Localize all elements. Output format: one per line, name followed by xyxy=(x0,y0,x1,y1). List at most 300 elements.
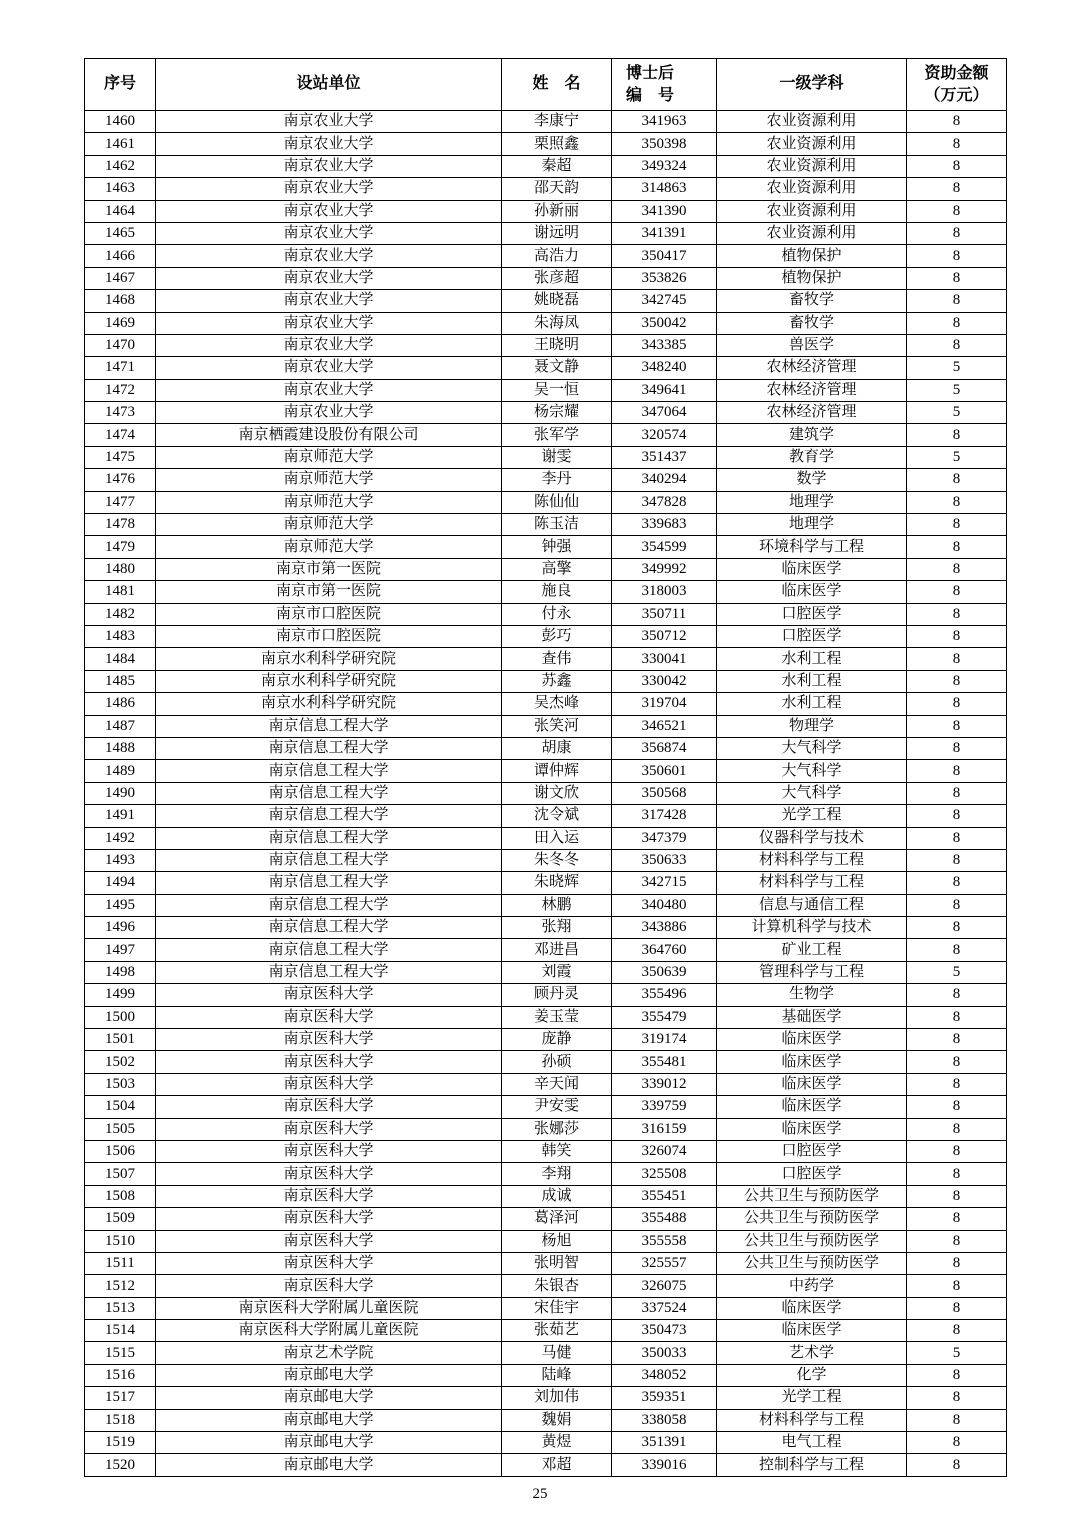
cell-name: 韩笑 xyxy=(502,1140,612,1162)
cell-postdoc-id: 342745 xyxy=(612,290,717,312)
cell-discipline: 管理科学与工程 xyxy=(717,961,907,983)
cell-amount: 8 xyxy=(907,558,1007,580)
cell-name: 辛天闻 xyxy=(502,1073,612,1095)
cell-discipline: 水利工程 xyxy=(717,648,907,670)
cell-unit: 南京信息工程大学 xyxy=(156,939,502,961)
cell-name: 成诚 xyxy=(502,1185,612,1207)
cell-name: 宋佳宇 xyxy=(502,1297,612,1319)
cell-name: 张翔 xyxy=(502,917,612,939)
table-row xyxy=(85,760,1007,782)
cell-postdoc-id: 320574 xyxy=(612,424,717,446)
cell-serial: 1519 xyxy=(85,1432,156,1454)
cell-unit: 南京农业大学 xyxy=(156,312,502,334)
cell-serial: 1486 xyxy=(85,693,156,715)
cell-postdoc-id: 350568 xyxy=(612,782,717,804)
cell-unit: 南京农业大学 xyxy=(156,334,502,356)
cell-amount: 8 xyxy=(907,648,1007,670)
cell-discipline: 大气科学 xyxy=(717,760,907,782)
cell-amount: 5 xyxy=(907,1342,1007,1364)
cell-postdoc-id: 351391 xyxy=(612,1432,717,1454)
cell-amount: 8 xyxy=(907,1364,1007,1386)
table-row xyxy=(85,424,1007,446)
table-row xyxy=(85,133,1007,155)
cell-postdoc-id: 339759 xyxy=(612,1096,717,1118)
table-row xyxy=(85,737,1007,759)
cell-discipline: 农业资源利用 xyxy=(717,133,907,155)
cell-amount: 8 xyxy=(907,1185,1007,1207)
cell-amount: 8 xyxy=(907,827,1007,849)
table-row xyxy=(85,245,1007,267)
cell-name: 孙新丽 xyxy=(502,200,612,222)
cell-postdoc-id: 340294 xyxy=(612,469,717,491)
cell-name: 吴杰峰 xyxy=(502,693,612,715)
cell-amount: 8 xyxy=(907,290,1007,312)
cell-unit: 南京农业大学 xyxy=(156,245,502,267)
cell-amount: 5 xyxy=(907,357,1007,379)
cell-serial: 1463 xyxy=(85,178,156,200)
cell-postdoc-id: 350033 xyxy=(612,1342,717,1364)
cell-postdoc-id: 350711 xyxy=(612,603,717,625)
cell-name: 张笑河 xyxy=(502,715,612,737)
table-row xyxy=(85,917,1007,939)
table-row xyxy=(85,625,1007,647)
cell-amount: 8 xyxy=(907,1208,1007,1230)
table-row xyxy=(85,1185,1007,1207)
cell-postdoc-id: 325557 xyxy=(612,1252,717,1274)
cell-discipline: 计算机科学与技术 xyxy=(717,917,907,939)
cell-serial: 1504 xyxy=(85,1096,156,1118)
cell-serial: 1484 xyxy=(85,648,156,670)
cell-discipline: 农业资源利用 xyxy=(717,155,907,177)
table-row xyxy=(85,827,1007,849)
table-header xyxy=(85,59,1007,111)
cell-name: 栗照鑫 xyxy=(502,133,612,155)
cell-amount: 8 xyxy=(907,200,1007,222)
cell-serial: 1462 xyxy=(85,155,156,177)
table-row xyxy=(85,1163,1007,1185)
cell-unit: 南京师范大学 xyxy=(156,514,502,536)
cell-discipline: 临床医学 xyxy=(717,558,907,580)
cell-postdoc-id: 350633 xyxy=(612,849,717,871)
cell-unit: 南京市口腔医院 xyxy=(156,625,502,647)
cell-unit: 南京信息工程大学 xyxy=(156,827,502,849)
cell-postdoc-id: 355481 xyxy=(612,1051,717,1073)
cell-discipline: 临床医学 xyxy=(717,1051,907,1073)
cell-postdoc-id: 349992 xyxy=(612,558,717,580)
table-row xyxy=(85,782,1007,804)
cell-name: 聂文静 xyxy=(502,357,612,379)
cell-amount: 8 xyxy=(907,133,1007,155)
cell-postdoc-id: 349641 xyxy=(612,379,717,401)
cell-name: 朱银杏 xyxy=(502,1275,612,1297)
cell-postdoc-id: 330041 xyxy=(612,648,717,670)
cell-serial: 1476 xyxy=(85,469,156,491)
cell-unit: 南京栖霞建设股份有限公司 xyxy=(156,424,502,446)
cell-name: 孙硕 xyxy=(502,1051,612,1073)
cell-amount: 8 xyxy=(907,715,1007,737)
cell-postdoc-id: 343886 xyxy=(612,917,717,939)
cell-postdoc-id: 341390 xyxy=(612,200,717,222)
cell-serial: 1468 xyxy=(85,290,156,312)
cell-postdoc-id: 355496 xyxy=(612,984,717,1006)
cell-serial: 1460 xyxy=(85,111,156,133)
cell-amount: 8 xyxy=(907,312,1007,334)
cell-name: 田入运 xyxy=(502,827,612,849)
cell-amount: 8 xyxy=(907,1140,1007,1162)
cell-postdoc-id: 341391 xyxy=(612,222,717,244)
table-row xyxy=(85,155,1007,177)
cell-serial: 1493 xyxy=(85,849,156,871)
cell-unit: 南京医科大学 xyxy=(156,1029,502,1051)
cell-postdoc-id: 350639 xyxy=(612,961,717,983)
cell-serial: 1511 xyxy=(85,1252,156,1274)
cell-amount: 8 xyxy=(907,155,1007,177)
cell-postdoc-id: 350398 xyxy=(612,133,717,155)
cell-name: 朱海凤 xyxy=(502,312,612,334)
cell-unit: 南京医科大学 xyxy=(156,1163,502,1185)
cell-discipline: 植物保护 xyxy=(717,245,907,267)
cell-amount: 8 xyxy=(907,514,1007,536)
cell-unit: 南京医科大学附属儿童医院 xyxy=(156,1320,502,1342)
cell-unit: 南京信息工程大学 xyxy=(156,961,502,983)
table-row xyxy=(85,1051,1007,1073)
cell-postdoc-id: 319704 xyxy=(612,693,717,715)
cell-unit: 南京农业大学 xyxy=(156,178,502,200)
cell-name: 张明智 xyxy=(502,1252,612,1274)
cell-discipline: 兽医学 xyxy=(717,334,907,356)
cell-name: 杨宗耀 xyxy=(502,402,612,424)
cell-postdoc-id: 355451 xyxy=(612,1185,717,1207)
cell-postdoc-id: 342715 xyxy=(612,872,717,894)
table-row xyxy=(85,536,1007,558)
cell-unit: 南京医科大学 xyxy=(156,984,502,1006)
cell-name: 苏鑫 xyxy=(502,670,612,692)
cell-name: 顾丹灵 xyxy=(502,984,612,1006)
cell-name: 张彦超 xyxy=(502,267,612,289)
table-row xyxy=(85,939,1007,961)
cell-amount: 8 xyxy=(907,849,1007,871)
cell-discipline: 环境科学与工程 xyxy=(717,536,907,558)
cell-serial: 1506 xyxy=(85,1140,156,1162)
cell-name: 钟强 xyxy=(502,536,612,558)
cell-name: 沈令斌 xyxy=(502,805,612,827)
cell-postdoc-id: 316159 xyxy=(612,1118,717,1140)
cell-unit: 南京师范大学 xyxy=(156,536,502,558)
cell-postdoc-id: 364760 xyxy=(612,939,717,961)
cell-unit: 南京信息工程大学 xyxy=(156,872,502,894)
cell-name: 朱冬冬 xyxy=(502,849,612,871)
cell-name: 李康宁 xyxy=(502,111,612,133)
cell-discipline: 材料科学与工程 xyxy=(717,872,907,894)
cell-unit: 南京信息工程大学 xyxy=(156,805,502,827)
cell-serial: 1466 xyxy=(85,245,156,267)
table-row xyxy=(85,1006,1007,1028)
cell-discipline: 艺术学 xyxy=(717,1342,907,1364)
cell-postdoc-id: 347379 xyxy=(612,827,717,849)
table-row xyxy=(85,558,1007,580)
table-row xyxy=(85,1029,1007,1051)
cell-unit: 南京农业大学 xyxy=(156,357,502,379)
table-row xyxy=(85,200,1007,222)
cell-postdoc-id: 340480 xyxy=(612,894,717,916)
cell-discipline: 仪器科学与技术 xyxy=(717,827,907,849)
cell-serial: 1477 xyxy=(85,491,156,513)
cell-discipline: 农林经济管理 xyxy=(717,402,907,424)
table-row xyxy=(85,805,1007,827)
cell-amount: 8 xyxy=(907,1230,1007,1252)
cell-serial: 1503 xyxy=(85,1073,156,1095)
cell-discipline: 临床医学 xyxy=(717,1118,907,1140)
table-row xyxy=(85,715,1007,737)
cell-serial: 1498 xyxy=(85,961,156,983)
cell-discipline: 口腔医学 xyxy=(717,1163,907,1185)
header-discipline: 一级学科 xyxy=(717,59,907,111)
cell-discipline: 临床医学 xyxy=(717,581,907,603)
cell-amount: 8 xyxy=(907,603,1007,625)
cell-amount: 8 xyxy=(907,872,1007,894)
cell-unit: 南京师范大学 xyxy=(156,446,502,468)
cell-serial: 1478 xyxy=(85,514,156,536)
cell-unit: 南京信息工程大学 xyxy=(156,917,502,939)
cell-postdoc-id: 347828 xyxy=(612,491,717,513)
cell-postdoc-id: 348240 xyxy=(612,357,717,379)
cell-unit: 南京信息工程大学 xyxy=(156,760,502,782)
cell-discipline: 物理学 xyxy=(717,715,907,737)
table-row xyxy=(85,1096,1007,1118)
table-row xyxy=(85,446,1007,468)
cell-discipline: 公共卫生与预防医学 xyxy=(717,1208,907,1230)
page-number: 25 xyxy=(532,1486,548,1502)
cell-discipline: 地理学 xyxy=(717,514,907,536)
cell-unit: 南京师范大学 xyxy=(156,469,502,491)
cell-discipline: 大气科学 xyxy=(717,737,907,759)
cell-postdoc-id: 319174 xyxy=(612,1029,717,1051)
cell-amount: 8 xyxy=(907,1163,1007,1185)
cell-name: 张军学 xyxy=(502,424,612,446)
cell-discipline: 数学 xyxy=(717,469,907,491)
cell-serial: 1480 xyxy=(85,558,156,580)
cell-amount: 8 xyxy=(907,670,1007,692)
cell-unit: 南京邮电大学 xyxy=(156,1409,502,1431)
cell-amount: 8 xyxy=(907,334,1007,356)
cell-amount: 8 xyxy=(907,1029,1007,1051)
cell-serial: 1516 xyxy=(85,1364,156,1386)
table-row xyxy=(85,491,1007,513)
cell-postdoc-id: 343385 xyxy=(612,334,717,356)
cell-name: 查伟 xyxy=(502,648,612,670)
table-row xyxy=(85,1230,1007,1252)
cell-unit: 南京信息工程大学 xyxy=(156,715,502,737)
cell-unit: 南京农业大学 xyxy=(156,267,502,289)
cell-name: 邓进昌 xyxy=(502,939,612,961)
cell-unit: 南京信息工程大学 xyxy=(156,737,502,759)
cell-postdoc-id: 339683 xyxy=(612,514,717,536)
cell-name: 陈玉洁 xyxy=(502,514,612,536)
table-row xyxy=(85,1118,1007,1140)
cell-unit: 南京农业大学 xyxy=(156,133,502,155)
cell-unit: 南京农业大学 xyxy=(156,155,502,177)
cell-discipline: 临床医学 xyxy=(717,1096,907,1118)
cell-postdoc-id: 350417 xyxy=(612,245,717,267)
cell-serial: 1485 xyxy=(85,670,156,692)
cell-unit: 南京农业大学 xyxy=(156,379,502,401)
cell-name: 彭巧 xyxy=(502,625,612,647)
cell-unit: 南京邮电大学 xyxy=(156,1364,502,1386)
cell-name: 秦超 xyxy=(502,155,612,177)
cell-serial: 1488 xyxy=(85,737,156,759)
cell-amount: 8 xyxy=(907,805,1007,827)
cell-unit: 南京邮电大学 xyxy=(156,1454,502,1476)
cell-amount: 8 xyxy=(907,1073,1007,1095)
cell-postdoc-id: 346521 xyxy=(612,715,717,737)
cell-name: 陈仙仙 xyxy=(502,491,612,513)
cell-serial: 1507 xyxy=(85,1163,156,1185)
cell-serial: 1464 xyxy=(85,200,156,222)
cell-postdoc-id: 325508 xyxy=(612,1163,717,1185)
cell-amount: 8 xyxy=(907,491,1007,513)
cell-discipline: 畜牧学 xyxy=(717,312,907,334)
cell-discipline: 光学工程 xyxy=(717,1387,907,1409)
table-row xyxy=(85,603,1007,625)
cell-unit: 南京医科大学 xyxy=(156,1006,502,1028)
cell-serial: 1517 xyxy=(85,1387,156,1409)
table-row xyxy=(85,1409,1007,1431)
table-row xyxy=(85,1454,1007,1476)
cell-name: 胡康 xyxy=(502,737,612,759)
cell-name: 李丹 xyxy=(502,469,612,491)
cell-amount: 5 xyxy=(907,961,1007,983)
cell-discipline: 中药学 xyxy=(717,1275,907,1297)
cell-amount: 8 xyxy=(907,178,1007,200)
cell-serial: 1487 xyxy=(85,715,156,737)
cell-postdoc-id: 330042 xyxy=(612,670,717,692)
table-row xyxy=(85,1275,1007,1297)
cell-serial: 1496 xyxy=(85,917,156,939)
cell-postdoc-id: 317428 xyxy=(612,805,717,827)
cell-discipline: 公共卫生与预防医学 xyxy=(717,1230,907,1252)
cell-discipline: 口腔医学 xyxy=(717,603,907,625)
table-row xyxy=(85,334,1007,356)
cell-name: 谭仲辉 xyxy=(502,760,612,782)
table-row xyxy=(85,1342,1007,1364)
cell-name: 姚晓磊 xyxy=(502,290,612,312)
cell-serial: 1474 xyxy=(85,424,156,446)
cell-serial: 1489 xyxy=(85,760,156,782)
cell-unit: 南京农业大学 xyxy=(156,111,502,133)
cell-discipline: 农业资源利用 xyxy=(717,222,907,244)
table-row xyxy=(85,312,1007,334)
cell-serial: 1513 xyxy=(85,1297,156,1319)
header-amount xyxy=(907,59,1007,111)
header-amount-line1: 资助金额 xyxy=(924,64,989,82)
cell-name: 吴一恒 xyxy=(502,379,612,401)
header-postdoc-id xyxy=(612,59,717,111)
table-row xyxy=(85,849,1007,871)
cell-postdoc-id: 354599 xyxy=(612,536,717,558)
cell-unit: 南京水利科学研究院 xyxy=(156,670,502,692)
cell-discipline: 矿业工程 xyxy=(717,939,907,961)
cell-serial: 1509 xyxy=(85,1208,156,1230)
cell-discipline: 畜牧学 xyxy=(717,290,907,312)
cell-serial: 1483 xyxy=(85,625,156,647)
cell-amount: 8 xyxy=(907,760,1007,782)
cell-amount: 8 xyxy=(907,245,1007,267)
cell-discipline: 农业资源利用 xyxy=(717,178,907,200)
table-row xyxy=(85,222,1007,244)
cell-postdoc-id: 355488 xyxy=(612,1208,717,1230)
cell-discipline: 信息与通信工程 xyxy=(717,894,907,916)
cell-amount: 8 xyxy=(907,984,1007,1006)
table-row xyxy=(85,1432,1007,1454)
cell-amount: 8 xyxy=(907,625,1007,647)
table-row xyxy=(85,961,1007,983)
cell-serial: 1500 xyxy=(85,1006,156,1028)
cell-unit: 南京市口腔医院 xyxy=(156,603,502,625)
cell-name: 刘霞 xyxy=(502,961,612,983)
cell-unit: 南京艺术学院 xyxy=(156,1342,502,1364)
cell-name: 朱晓辉 xyxy=(502,872,612,894)
cell-unit: 南京信息工程大学 xyxy=(156,782,502,804)
cell-unit: 南京医科大学 xyxy=(156,1073,502,1095)
cell-serial: 1510 xyxy=(85,1230,156,1252)
table-row xyxy=(85,1208,1007,1230)
cell-discipline: 水利工程 xyxy=(717,670,907,692)
table-row xyxy=(85,1387,1007,1409)
table-row xyxy=(85,469,1007,491)
cell-serial: 1502 xyxy=(85,1051,156,1073)
cell-name: 魏娟 xyxy=(502,1409,612,1431)
cell-amount: 8 xyxy=(907,894,1007,916)
cell-discipline: 化学 xyxy=(717,1364,907,1386)
table-row xyxy=(85,1073,1007,1095)
cell-postdoc-id: 351437 xyxy=(612,446,717,468)
header-unit: 设站单位 xyxy=(156,59,502,111)
table-row xyxy=(85,1297,1007,1319)
cell-unit: 南京水利科学研究院 xyxy=(156,648,502,670)
cell-name: 杨旭 xyxy=(502,1230,612,1252)
cell-postdoc-id: 349324 xyxy=(612,155,717,177)
cell-name: 张娜莎 xyxy=(502,1118,612,1140)
cell-unit: 南京医科大学 xyxy=(156,1230,502,1252)
table-body xyxy=(85,111,1007,1477)
cell-postdoc-id: 350601 xyxy=(612,760,717,782)
cell-discipline: 材料科学与工程 xyxy=(717,1409,907,1431)
table-row xyxy=(85,111,1007,133)
cell-serial: 1471 xyxy=(85,357,156,379)
header-name: 姓 名 xyxy=(502,59,612,111)
cell-discipline: 大气科学 xyxy=(717,782,907,804)
cell-name: 谢远明 xyxy=(502,222,612,244)
cell-amount: 8 xyxy=(907,469,1007,491)
cell-serial: 1491 xyxy=(85,805,156,827)
cell-discipline: 建筑学 xyxy=(717,424,907,446)
cell-amount: 8 xyxy=(907,939,1007,961)
cell-amount: 8 xyxy=(907,222,1007,244)
cell-unit: 南京信息工程大学 xyxy=(156,849,502,871)
cell-unit: 南京市第一医院 xyxy=(156,581,502,603)
cell-name: 刘加伟 xyxy=(502,1387,612,1409)
table-row xyxy=(85,581,1007,603)
cell-discipline: 农林经济管理 xyxy=(717,379,907,401)
cell-unit: 南京农业大学 xyxy=(156,402,502,424)
cell-serial: 1473 xyxy=(85,402,156,424)
cell-name: 高擎 xyxy=(502,558,612,580)
cell-serial: 1492 xyxy=(85,827,156,849)
cell-discipline: 公共卫生与预防医学 xyxy=(717,1252,907,1274)
table-row xyxy=(85,1252,1007,1274)
cell-discipline: 临床医学 xyxy=(717,1320,907,1342)
cell-amount: 8 xyxy=(907,1454,1007,1476)
